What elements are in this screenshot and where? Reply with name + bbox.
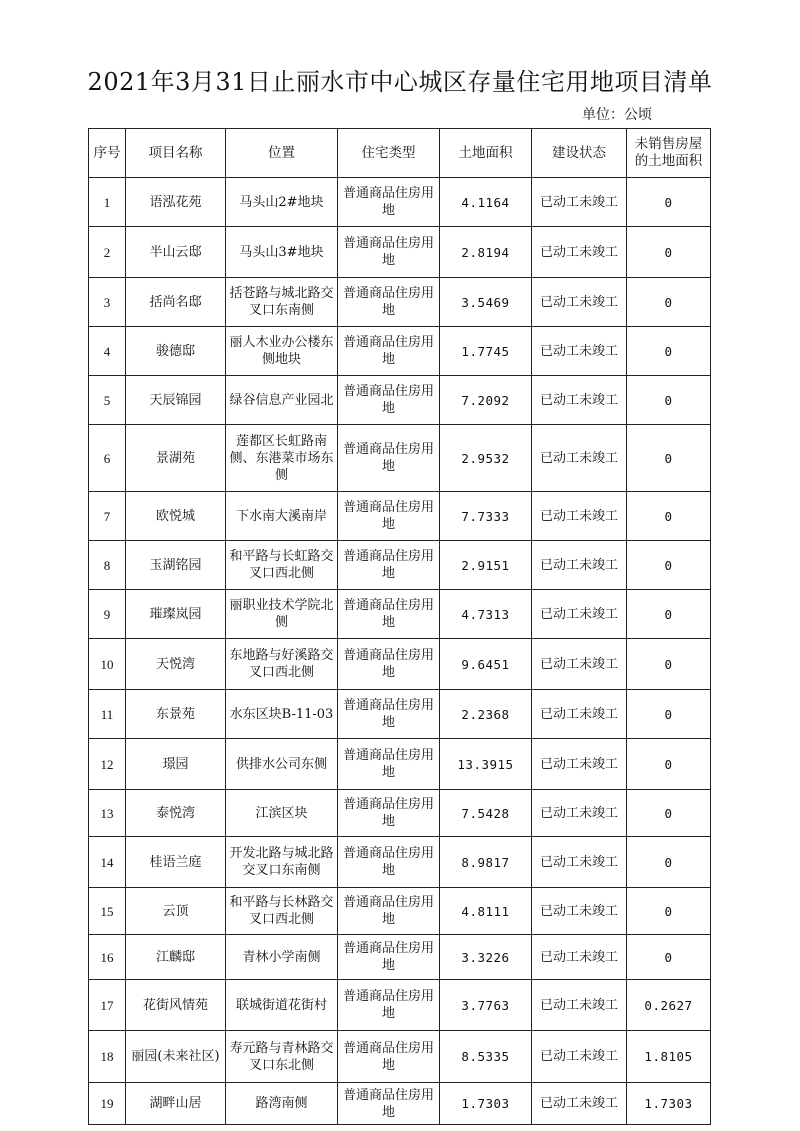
table-row [89,278,711,327]
row-location: 括苍路与城北路交叉口东南侧 [226,278,338,327]
row-unsold-area: 0 [627,590,711,639]
row-type: 普通商品住房用地 [338,888,440,935]
table-row [89,790,711,837]
row-no: 8 [89,541,126,590]
table-row [89,376,711,425]
table-row [89,888,711,935]
table-row [89,1083,711,1125]
row-unsold-area: 0.2627 [627,980,711,1031]
row-unsold-area: 0 [627,935,711,980]
table-body [89,178,711,1125]
row-name: 半山云邸 [126,227,226,278]
row-name: 花街风情苑 [126,980,226,1031]
row-unsold-area: 1.8105 [627,1031,711,1083]
row-name: 语泓花苑 [126,178,226,227]
row-no: 10 [89,639,126,690]
row-area: 2.9151 [440,541,532,590]
row-unsold-area: 0 [627,837,711,888]
land-project-table [88,128,711,1125]
row-status: 已动工未竣工 [532,790,627,837]
row-status: 已动工未竣工 [532,1031,627,1083]
row-location: 和平路与长虹路交叉口西北侧 [226,541,338,590]
row-no: 14 [89,837,126,888]
row-no: 16 [89,935,126,980]
row-no: 6 [89,425,126,492]
row-name: 欧悦城 [126,492,226,541]
table-row [89,327,711,376]
row-area: 4.7313 [440,590,532,639]
row-status: 已动工未竣工 [532,1083,627,1125]
row-location: 江滨区块 [226,790,338,837]
table-row [89,227,711,278]
row-status: 已动工未竣工 [532,888,627,935]
row-unsold-area: 0 [627,227,711,278]
row-name: 天悦湾 [126,639,226,690]
row-no: 4 [89,327,126,376]
table-row [89,837,711,888]
row-unsold-area: 0 [627,739,711,790]
row-area: 2.8194 [440,227,532,278]
table-row [89,425,711,492]
row-status: 已动工未竣工 [532,227,627,278]
row-no: 15 [89,888,126,935]
row-name: 璀璨岚园 [126,590,226,639]
row-location: 青林小学南侧 [226,935,338,980]
table-row [89,492,711,541]
header-type: 住宅类型 [338,129,440,178]
row-status: 已动工未竣工 [532,590,627,639]
row-no: 5 [89,376,126,425]
row-type: 普通商品住房用地 [338,639,440,690]
row-status: 已动工未竣工 [532,541,627,590]
row-type: 普通商品住房用地 [338,790,440,837]
row-status: 已动工未竣工 [532,425,627,492]
row-status: 已动工未竣工 [532,639,627,690]
row-unsold-area: 0 [627,639,711,690]
row-status: 已动工未竣工 [532,739,627,790]
row-status: 已动工未竣工 [532,376,627,425]
row-location: 马头山3#地块 [226,227,338,278]
row-name: 云顶 [126,888,226,935]
row-status: 已动工未竣工 [532,935,627,980]
row-area: 13.3915 [440,739,532,790]
table-row [89,639,711,690]
row-unsold-area: 0 [627,278,711,327]
row-no: 1 [89,178,126,227]
row-unsold-area: 0 [627,541,711,590]
row-type: 普通商品住房用地 [338,327,440,376]
row-location: 丽人木业办公楼东侧地块 [226,327,338,376]
row-status: 已动工未竣工 [532,980,627,1031]
row-area: 3.7763 [440,980,532,1031]
row-area: 7.5428 [440,790,532,837]
row-type: 普通商品住房用地 [338,980,440,1031]
row-no: 11 [89,690,126,739]
row-area: 7.7333 [440,492,532,541]
table-row [89,178,711,227]
header-area: 土地面积 [440,129,532,178]
header-status: 建设状态 [532,129,627,178]
row-location: 联城街道花街村 [226,980,338,1031]
row-type: 普通商品住房用地 [338,376,440,425]
row-unsold-area: 0 [627,888,711,935]
row-name: 湖畔山居 [126,1083,226,1125]
row-area: 1.7303 [440,1083,532,1125]
row-location: 莲都区长虹路南侧、东港菜市场东侧 [226,425,338,492]
row-no: 13 [89,790,126,837]
row-unsold-area: 0 [627,790,711,837]
row-no: 17 [89,980,126,1031]
row-area: 7.2092 [440,376,532,425]
row-no: 9 [89,590,126,639]
header-location: 位置 [226,129,338,178]
row-name: 璟园 [126,739,226,790]
row-no: 19 [89,1083,126,1125]
row-status: 已动工未竣工 [532,278,627,327]
row-area: 2.2368 [440,690,532,739]
row-type: 普通商品住房用地 [338,227,440,278]
row-unsold-area: 0 [627,690,711,739]
row-location: 供排水公司东侧 [226,739,338,790]
row-location: 寿元路与青林路交叉口东北侧 [226,1031,338,1083]
row-unsold-area: 0 [627,327,711,376]
header-no: 序号 [89,129,126,178]
row-type: 普通商品住房用地 [338,1031,440,1083]
row-area: 2.9532 [440,425,532,492]
row-location: 东地路与好溪路交叉口西北侧 [226,639,338,690]
row-location: 绿谷信息产业园北 [226,376,338,425]
row-no: 12 [89,739,126,790]
row-type: 普通商品住房用地 [338,492,440,541]
row-no: 7 [89,492,126,541]
row-type: 普通商品住房用地 [338,425,440,492]
row-name: 丽园(未来社区) [126,1031,226,1083]
row-area: 4.8111 [440,888,532,935]
row-name: 泰悦湾 [126,790,226,837]
row-type: 普通商品住房用地 [338,590,440,639]
row-name: 玉湖铭园 [126,541,226,590]
row-name: 东景苑 [126,690,226,739]
row-no: 2 [89,227,126,278]
row-location: 丽职业技术学院北侧 [226,590,338,639]
row-type: 普通商品住房用地 [338,837,440,888]
table-row [89,690,711,739]
row-type: 普通商品住房用地 [338,1083,440,1125]
row-status: 已动工未竣工 [532,837,627,888]
table-row [89,739,711,790]
row-location: 和平路与长林路交叉口西北侧 [226,888,338,935]
row-type: 普通商品住房用地 [338,739,440,790]
row-name: 骏德邸 [126,327,226,376]
unit-label: 单位：公顷 [582,107,652,123]
header-name: 项目名称 [126,129,226,178]
row-location: 马头山2#地块 [226,178,338,227]
row-location: 路湾南侧 [226,1083,338,1125]
row-status: 已动工未竣工 [532,327,627,376]
row-status: 已动工未竣工 [532,178,627,227]
row-unsold-area: 1.7303 [627,1083,711,1125]
row-location: 开发北路与城北路交叉口东南侧 [226,837,338,888]
row-type: 普通商品住房用地 [338,178,440,227]
row-area: 3.3226 [440,935,532,980]
table-row [89,541,711,590]
row-name: 江麟邸 [126,935,226,980]
table-row [89,935,711,980]
table-row [89,1031,711,1083]
row-name: 天辰锦园 [126,376,226,425]
row-location: 下水南大溪南岸 [226,492,338,541]
table-header-row [89,129,711,178]
table-row [89,590,711,639]
row-area: 1.7745 [440,327,532,376]
row-name: 桂语兰庭 [126,837,226,888]
row-name: 景湖苑 [126,425,226,492]
row-type: 普通商品住房用地 [338,690,440,739]
table-row [89,980,711,1031]
row-location: 水东区块B-11-03 [226,690,338,739]
document-title: 2021年3月31日止丽水市中心城区存量住宅用地项目清单 [87,68,713,96]
row-area: 8.5335 [440,1031,532,1083]
row-area: 4.1164 [440,178,532,227]
row-unsold-area: 0 [627,425,711,492]
row-type: 普通商品住房用地 [338,278,440,327]
row-no: 3 [89,278,126,327]
row-unsold-area: 0 [627,178,711,227]
row-status: 已动工未竣工 [532,690,627,739]
row-area: 9.6451 [440,639,532,690]
row-unsold-area: 0 [627,376,711,425]
row-area: 8.9817 [440,837,532,888]
row-status: 已动工未竣工 [532,492,627,541]
row-type: 普通商品住房用地 [338,935,440,980]
row-area: 3.5469 [440,278,532,327]
row-type: 普通商品住房用地 [338,541,440,590]
header-unsold-area: 未销售房屋的土地面积 [627,129,711,178]
row-unsold-area: 0 [627,492,711,541]
row-name: 括尚名邸 [126,278,226,327]
row-no: 18 [89,1031,126,1083]
